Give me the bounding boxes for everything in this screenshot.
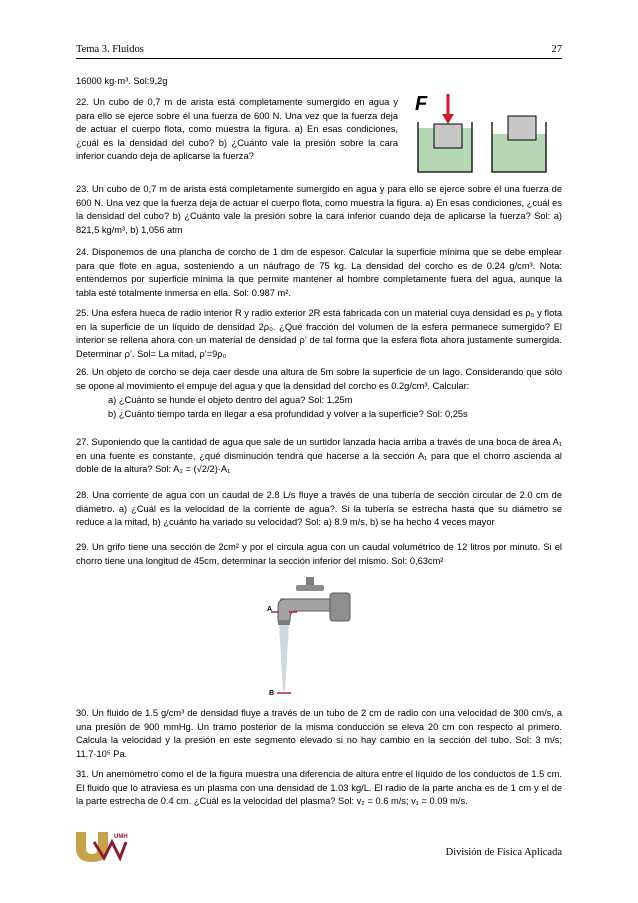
problem-30: 30. Un fluido de 1.5 g/cm³ de densidad fluye a través de un tubo de 2 cm de radio con una velocidad de 300 cm/s, a una presión de 900 mmHg. Un tramo posterior de la misma conducción se eleva 20 cm con respecto al primero. Calcula la velocidad y la presión en este segmento elevado si no hay cambio en la sección del tubo. Sol: 3 m/s; 11.7·10⁵ Pa. bbox=[76, 708, 562, 759]
problem-23: 23. Un cubo de 0,7 m de arista está completamente sumergido en agua y para ello se ejerce sobre él una fuerza de 600 N. Una vez que la fuerza deja de actuar el cuerpo flota, como muestra la figura. a) En esas condiciones, ¿cuál es la densidad del cubo? b) ¿Cuánto vale la presión sobre la cara inferior cuando deja de aplicarse la fuerza? Sol: a) 821,5 kg/m³, b) 1,056 atm bbox=[76, 184, 562, 235]
page-header bbox=[76, 44, 562, 59]
problem-31: 31. Un anemómetro como el de la figura muestra una diferencia de altura entre el líquido de los conductos de 1.5 cm. El fluido que lo atraviesa es un plasma con una densidad de 1.03 kg/L. El radio de la parte ancha es de 1 cm y el de la parte estrecha de 0.4 cm. ¿Cuál es la velocidad del plasma? Sol: v₂ = 0.6 m/s; v₁ = 0.09 m/s. bbox=[76, 769, 562, 807]
page-number: 27 bbox=[551, 44, 562, 55]
label-b: B bbox=[269, 690, 275, 697]
header-title: Tema 3. Fluidos bbox=[76, 44, 144, 55]
force-label: F bbox=[415, 93, 428, 115]
problem-27: 27. Suponiendo que la cantidad de agua que sale de un surtidor lanzada hacia arriba a través de una boca de área A₁ en una fuente es constante, ¿qué disminución tendrá que hacerse a la sección A₁ para que el chorro ascienda al doble de la altura? Sol: A₂ = (√2/2)·A₁ bbox=[76, 437, 562, 475]
faucet-figure bbox=[266, 575, 356, 700]
problem-25: 25. Una esfera hueca de radio interior R y radio exterior 2R está fabricada con un material cuya densidad es ρ₀ y flota en la superficie de un líquido de densidad 2ρ₀. ¿Qué fracción del volumen de la esfera permanece sumergido? El interior se rellena ahora con un material de densidad ρ’ de tal forma que la esfera flota ahora justamente sumergida. Determinar ρ’. Sol= La mitad, ρ’=9ρ₀ bbox=[76, 308, 562, 359]
problem-26-a: a) ¿Cuánto se hunde el objeto dentro del agua? Sol: 1,25m bbox=[108, 395, 353, 405]
answer-line: 16000 kg·m³. Sol:9,2g bbox=[76, 76, 168, 86]
footer-department: División de Física Aplicada bbox=[445, 847, 562, 858]
problem-26: 26. Un objeto de corcho se deja caer desde una altura de 5m sobre la superficie de un lago. Considerando que sólo se opone al movimiento el empuje del agua y que la densidad del corcho es 0.2g/cm³. Calcular: bbox=[76, 367, 562, 391]
problem-26-b: b) ¿Cuánto tiempo tarda en llegar a esa profundidad y volver a la superficie? Sol: 0,25s bbox=[108, 409, 468, 419]
label-a: A bbox=[267, 606, 273, 613]
problem-22: 22. Un cubo de 0,7 m de arista está completamente sumergido en agua y para ello se ejerce sobre él una fuerza de 600 N. Una vez que la fuerza deja de actuar el cuerpo flota, como muestra la figura. a) En esas condiciones, ¿cuál es la densidad del cubo? b) ¿Cuánto vale la presión sobre la cara inferior cuando deja de aplicarse la fuerza? bbox=[76, 97, 398, 162]
logo-text: UMH bbox=[114, 834, 128, 840]
problem-24: 24. Disponemos de una plancha de corcho de 1 dm de espesor. Calcular la superficie mínima que se debe emplear para que flote en agua, sosteniendo a un náufrago de 75 kg. La densidad del corcho es de 0.24 g/cm³. Nota: entendemos por superficie mínima la que permite mantener al hombre completamente fuera del agua, aunque la tabla esté totalmente inmersa en ella. Sol: 0.987 m². bbox=[76, 247, 562, 298]
problem-28: 28. Una corriente de agua con un caudal de 2.8 L/s fluye a través de una tubería de sección circular de 2.0 cm de diámetro. a) ¿Cuál es la velocidad de la corriente de agua?. Si la tubería se estrecha hasta que su diámetro se reduce a la mitad, b) ¿cuánto ha variado su velocidad? Sol: a) 8.9 m/s, b) se ha hecho 4 veces mayor bbox=[76, 490, 562, 528]
university-logo bbox=[74, 828, 130, 866]
floating-cube-figure bbox=[412, 92, 562, 176]
problem-29: 29. Un grifo tiene una sección de 2cm² y por el circula agua con un caudal volumétrico de 12 litros por minuto. Si el chorro tiene una longitud de 45cm, determinar la sección inferior del mismo. Sol: 0,63cm² bbox=[76, 542, 562, 566]
